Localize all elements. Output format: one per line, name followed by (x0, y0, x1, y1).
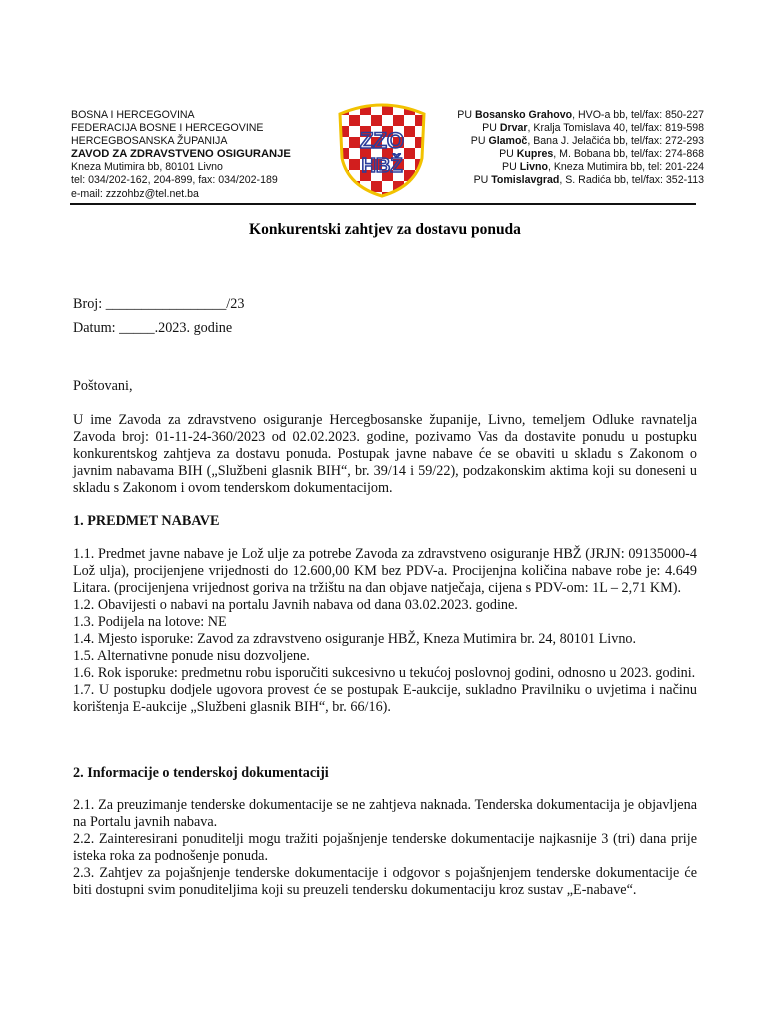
logo-checker-square (393, 115, 404, 126)
logo-checker-square (371, 181, 382, 192)
logo-checker-square (349, 148, 360, 159)
reference-date: Datum: _____.2023. godine (73, 320, 233, 336)
logo-checker-square (426, 159, 434, 170)
item-1-2: 1.2. Obavijesti o nabavi na portalu Javnih nabava od dana 03.02.2023. godine. (73, 597, 518, 613)
logo-checker-square (349, 159, 360, 170)
logo-checker-square (404, 148, 415, 159)
branch-offices-block (457, 109, 704, 186)
item-2-1: 2.1. Za preuzimanje tenderske dokumentacije se ne zahtjeva naknada. Tenderska dokumentacija je objavljena na Portalu javnih nabava. (73, 797, 697, 830)
logo-checker-square (349, 192, 360, 198)
logo-checker-square (415, 181, 426, 192)
logo-checker-square (349, 126, 360, 137)
logo-checker-square (382, 181, 393, 192)
logo-checker-square (349, 137, 360, 148)
branch-line: PU Drvar, Kralja Tomislava 40, tel/fax: 819-598 (482, 121, 704, 134)
logo-checker-square (404, 192, 415, 198)
branch-line: PU Bosansko Grahovo, HVO-a bb, tel/fax: 850-227 (457, 109, 704, 121)
intro-paragraph: U ime Zavoda za zdravstveno osiguranje Hercegbosanske županije, Livno, temeljem Odluke ravnatelja Zavoda broj: 01-11-24-360/2023 od 02.02.2023. godine, pozivamo Vas da dostavite ponudu u postupku konkurentskog zahtjeva za dostavu ponuda. Postupak javne nabave će se obaviti u skladu s Zakonom o javnim nabavama BIH („Službeni glasnik BIH“, br. 39/14 i 59/22), podzakonskim aktima koji su doneseni u skladu s Zakonom i ovom tenderskom dokumentacijom. (73, 412, 697, 496)
logo-checker-square (415, 148, 426, 159)
document-title: Konkurentski zahtjev za dostavu ponuda (249, 221, 521, 238)
logo-checker-square (426, 148, 434, 159)
logo-checker-square (349, 115, 360, 126)
logo-checker-square (338, 192, 349, 198)
item-2-2: 2.2. Zainteresirani ponuditelji mogu tražiti pojašnjenje tenderske dokumentacije najkasnije 3 (tri) dana prije isteka roka za podnošenje ponuda. (73, 831, 697, 864)
logo-checker-square (338, 148, 349, 159)
logo-checker-square (404, 137, 415, 148)
header-line-institution: ZAVOD ZA ZDRAVSTVENO OSIGURANJE (71, 148, 291, 161)
branch-line: PU Livno, Kneza Mutimira bb, tel: 201-224 (502, 160, 704, 173)
header-divider (70, 203, 696, 205)
logo-checker-square (426, 192, 434, 198)
zzo-hbz-logo (330, 100, 434, 198)
logo-checker-square (426, 137, 434, 148)
logo-checker-square (404, 115, 415, 126)
header-line-county: HERCEGBOSANSKA ŽUPANIJA (71, 135, 228, 148)
institution-address-block (71, 109, 291, 201)
header-line-federation: FEDERACIJA BOSNE I HERCEGOVINE (71, 122, 264, 135)
item-1-7: 1.7. U postupku dodjele ugovora provest će se postupak E-aukcije, sukladno Pravilniku o uvjetima i načinu korištenja E-aukcije „Službeni glasnik BIH“, br. 66/16). (73, 682, 697, 715)
logo-checker-square (338, 181, 349, 192)
logo-text-hbz: HBŽ (361, 155, 403, 177)
item-1-5: 1.5. Alternativne ponude nisu dozvoljene. (73, 648, 310, 664)
logo-checker-square (371, 115, 382, 126)
branch-line: PU Kupres, M. Bobana bb, tel/fax: 274-868 (499, 147, 704, 160)
logo-checker-square (426, 181, 434, 192)
greeting: Poštovani, (73, 378, 133, 394)
branch-line: PU Glamoč, Bana J. Jelačića bb, tel/fax: 272-293 (470, 134, 704, 147)
item-2-3: 2.3. Zahtjev za pojašnjenje tenderske dokumentacije i odgovor s pojašnjenjem tenderske dokumentacije će biti dostupni svim ponuditeljima koji su preuzeli tendersku dokumentaciju kroz sustav „E-nabave“. (73, 865, 697, 898)
item-1-4: 1.4. Mjesto isporuke: Zavod za zdravstveno osiguranje HBŽ, Kneza Mutimira br. 24, 80101 Livno. (73, 631, 637, 647)
item-1-6: 1.6. Rok isporuke: predmetnu robu isporučiti sukcesivno u tekućoj poslovnoj godini, odnosno u 2023. godini. (73, 665, 696, 681)
item-1-3: 1.3. Podijela na lotove: NE (73, 614, 227, 630)
logo-checker-square (404, 159, 415, 170)
header-line-country: BOSNA I HERCEGOVINA (71, 109, 195, 121)
logo-checker-square (360, 192, 371, 198)
section-1-items (73, 546, 697, 716)
logo-checker-square (415, 192, 426, 198)
logo-checker-square (404, 126, 415, 137)
logo-checker-square (426, 170, 434, 181)
header-line-address: Kneza Mutimira bb, 80101 Livno (71, 161, 223, 174)
logo-text-zzo: ZZO (360, 128, 404, 153)
reference-block (73, 296, 697, 337)
item-1-1: 1.1. Predmet javne nabave je Lož ulje za potrebe Zavoda za zdravstveno osiguranje HBŽ (JRJN: 09135000-4 Lož ulja), procijenjene vrijednosti do 12.600,00 KM bez PDV-a. Procijenjna količina nabave robe je: 4.649 Litara. (procijenjena vrijednost goriva na tržištu na dan objave natječaja, cijena s PDV-om: 1L – 2,71 KM). (73, 546, 697, 596)
section-2-heading: 2. Informacije o tenderskoj dokumentaciji (73, 765, 329, 781)
branch-line: PU Tomislavgrad, S. Radića bb, tel/fax: 352-113 (473, 173, 704, 186)
logo-checker-square (360, 115, 371, 126)
logo-checker-square (426, 115, 434, 126)
logo-checker-square (426, 104, 434, 115)
section-2-items (73, 797, 697, 899)
header-line-phone: tel: 034/202-162, 204-899, fax: 034/202-189 (71, 174, 278, 187)
section-1-heading: 1. PREDMET NABAVE (73, 513, 220, 529)
reference-number: Broj: _________________/23 (73, 296, 245, 312)
logo-checker-square (393, 192, 404, 198)
logo-checker-square (426, 126, 434, 137)
logo-checker-square (382, 115, 393, 126)
header-line-email: e-mail: zzzohbz@tel.net.ba (71, 187, 199, 200)
